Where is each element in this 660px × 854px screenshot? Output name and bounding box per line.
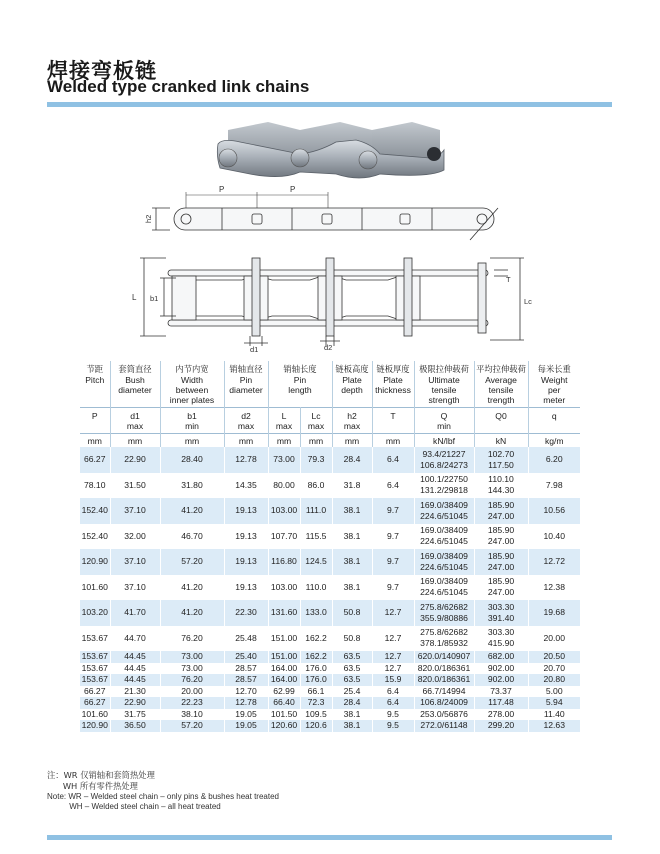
cell-b1: 20.00 [160, 686, 224, 698]
cell-q: 169.0/38409 224.6/51045 [414, 498, 474, 524]
cell-b1: 76.20 [160, 626, 224, 652]
col-average-strength-header: 平均拉伸载荷 Average tensile trength [474, 361, 528, 408]
cell-weight: 7.98 [545, 479, 563, 490]
cell-b1: 41.20 [160, 498, 224, 524]
sym-q: Q min [414, 408, 474, 434]
unit-q: kN/lbf [414, 434, 474, 448]
cell-weight: 19.68 [528, 600, 580, 626]
b1-label: b1 [150, 294, 159, 303]
cell-t: 9.5 [372, 709, 414, 721]
T-label: T [506, 275, 511, 284]
sym-weight: q [528, 408, 580, 434]
cell-lc: 176.0 [300, 674, 332, 686]
cell-h2: 31.8 [332, 473, 372, 499]
table-row [80, 663, 580, 675]
col-inner-width-header: 内节内宽 Width between inner plates [160, 361, 224, 408]
cell-h2: 38.1 [332, 524, 372, 550]
chain-photo [217, 122, 444, 178]
cell-lc: 110.0 [300, 575, 332, 601]
sym-p: P [80, 408, 110, 434]
cell-weight: 20.70 [543, 662, 565, 673]
cell-d1: 44.45 [110, 674, 160, 686]
cell-d2: 19.13 [224, 549, 268, 575]
cell-h2: 38.1 [332, 575, 372, 601]
cell-b1: 73.00 [160, 663, 224, 675]
cell-weight: 20.00 [543, 632, 565, 643]
cell-h2: 50.8 [332, 626, 372, 652]
cell-l: 101.50 [268, 709, 300, 721]
cell-d1: 44.70 [110, 626, 160, 652]
sym-lc: Lc max [300, 408, 332, 434]
table-row [80, 626, 580, 652]
note-en-wh: WH – Welded steel chain – all heat treated [47, 802, 221, 811]
table-row [80, 686, 580, 698]
footnotes [47, 770, 279, 812]
cell-lc: 79.3 [300, 447, 332, 473]
bottom-accent-bar [47, 835, 612, 840]
header-row-symbols [80, 408, 580, 434]
cell-q: 169.0/38409 224.6/51045 [414, 524, 474, 550]
cell-t: 12.7 [372, 626, 414, 652]
cell-t: 6.4 [372, 473, 414, 499]
cell-weight: 10.56 [528, 498, 580, 524]
cell-h2: 50.8 [332, 600, 372, 626]
cell-q0: 73.37 [474, 686, 528, 698]
cell-lc: 111.0 [300, 498, 332, 524]
cell-lc: 66.1 [300, 686, 332, 698]
cell-t: 6.4 [372, 686, 414, 698]
col-plate-thickness-header: 链板厚度 Plate thickness [372, 361, 414, 408]
table-row [80, 447, 580, 473]
cell-d1: 36.50 [110, 720, 160, 732]
header-row-units [80, 434, 580, 448]
cell-h2: 28.4 [332, 447, 372, 473]
L-label: L [132, 293, 137, 302]
cell-p: 153.67 [80, 651, 110, 663]
cell-d2: 19.13 [224, 498, 268, 524]
sym-b1: b1 min [160, 408, 224, 434]
unit-p: mm [80, 434, 110, 448]
cell-p: 101.60 [80, 575, 110, 601]
cell-h2: 63.5 [332, 663, 372, 675]
d2-label: d2 [324, 343, 333, 352]
cell-d1: 37.10 [110, 498, 160, 524]
unit-t: mm [372, 434, 414, 448]
cell-d1: 31.50 [110, 473, 160, 499]
unit-weight: kg/m [528, 434, 580, 448]
cell-d2: 22.30 [224, 600, 268, 626]
cell-b1: 41.20 [160, 575, 224, 601]
sym-t: T [372, 408, 414, 434]
cell-b1: 41.20 [160, 600, 224, 626]
cell-l: 62.99 [268, 686, 300, 698]
cell-q: 93.4/21227 106.8/24273 [414, 447, 474, 473]
cell-b1: 31.80 [160, 473, 224, 499]
chain-side-view [152, 208, 498, 240]
cell-p: 103.20 [80, 600, 110, 626]
cell-weight: 5.94 [528, 697, 580, 709]
cell-q: 66.7/14994 [414, 686, 474, 698]
cell-b1: 22.23 [160, 697, 224, 709]
cell-t: 9.7 [372, 575, 414, 601]
cell-d1: 37.10 [110, 575, 160, 601]
unit-d2: mm [224, 434, 268, 448]
cell-p: 78.10 [80, 473, 110, 499]
cell-t: 12.7 [372, 663, 414, 675]
cell-weight: 5.00 [545, 685, 563, 696]
cell-h2: 38.1 [332, 709, 372, 721]
cell-t: 6.4 [372, 697, 414, 709]
cell-b1: 57.20 [160, 549, 224, 575]
cell-d2: 25.40 [224, 651, 268, 663]
table-row [80, 575, 580, 601]
cell-lc: 86.0 [300, 473, 332, 499]
cell-l: 116.80 [268, 549, 300, 575]
cell-b1: 38.10 [160, 709, 224, 721]
unit-d1: mm [110, 434, 160, 448]
unit-b1: mm [160, 434, 224, 448]
cell-q0: 278.00 [474, 709, 528, 721]
top-accent-bar [47, 102, 612, 107]
cell-q: 169.0/38409 224.6/51045 [414, 549, 474, 575]
cell-weight: 10.40 [543, 530, 565, 541]
h2-label: h2 [144, 214, 153, 223]
cell-d2: 19.05 [224, 709, 268, 721]
header-row-names [80, 361, 580, 408]
col-pin-length-header: 销轴长度 Pin length [268, 361, 332, 408]
pitch-label-2: P [290, 185, 296, 194]
cell-h2: 38.1 [332, 498, 372, 524]
cell-p: 66.27 [80, 697, 110, 709]
cell-q0: 303.30 415.90 [474, 626, 528, 652]
cell-weight: 12.63 [528, 720, 580, 732]
cell-t: 6.4 [372, 447, 414, 473]
unit-l: mm [268, 434, 300, 448]
table-row [80, 651, 580, 663]
cell-p: 66.27 [80, 447, 110, 473]
cell-p: 152.40 [80, 498, 110, 524]
cell-q0: 117.48 [474, 697, 528, 709]
cell-q0: 902.00 [474, 663, 528, 675]
cell-l: 151.00 [268, 626, 300, 652]
col-bush-diameter-header: 套筒直径 Bush diameter [110, 361, 160, 408]
title-english: Welded type cranked link chains [47, 77, 310, 96]
cell-d2: 19.05 [224, 720, 268, 732]
cell-p: 120.90 [80, 720, 110, 732]
sym-q0: Q0 [474, 408, 528, 434]
cell-d1: 31.75 [110, 709, 160, 721]
Lc-label: Lc [524, 297, 532, 306]
cell-d2: 12.70 [224, 686, 268, 698]
cell-b1: 46.70 [160, 524, 224, 550]
cell-t: 15.9 [372, 674, 414, 686]
cell-p: 153.67 [80, 626, 110, 652]
cell-weight: 20.50 [528, 651, 580, 663]
cell-q0: 299.20 [474, 720, 528, 732]
pitch-dimensions [186, 192, 328, 208]
cell-q0: 185.90 247.00 [474, 575, 528, 601]
cell-q0: 303.30 391.40 [474, 600, 528, 626]
cell-q0: 185.90 247.00 [474, 498, 528, 524]
table-row [80, 697, 580, 709]
cell-b1: 76.20 [160, 674, 224, 686]
cell-lc: 176.0 [300, 663, 332, 675]
cell-t: 12.7 [372, 600, 414, 626]
sym-h2: h2 max [332, 408, 372, 434]
cell-h2: 63.5 [332, 651, 372, 663]
cell-q: 272.0/61148 [414, 720, 474, 732]
cell-t: 9.7 [372, 498, 414, 524]
cell-d1: 44.45 [110, 651, 160, 663]
unit-h2: mm [332, 434, 372, 448]
cell-d2: 14.35 [224, 473, 268, 499]
cell-p: 66.27 [80, 686, 110, 698]
col-weight-header: 每米长重 Weight per meter [537, 364, 571, 405]
col-plate-depth-header: 链板高度 Plate depth [332, 361, 372, 408]
cell-h2: 38.1 [332, 549, 372, 575]
cell-b1: 73.00 [160, 651, 224, 663]
table-row [80, 498, 580, 524]
col-pitch-header: 节距 Pitch [80, 361, 110, 408]
cell-d2: 12.78 [224, 697, 268, 709]
d1-label: d1 [250, 345, 259, 354]
cell-d1: 22.90 [110, 697, 160, 709]
cell-d2: 25.48 [224, 626, 268, 652]
cell-d1: 22.90 [110, 447, 160, 473]
cell-h2: 28.4 [332, 697, 372, 709]
chain-technical-drawing [0, 108, 660, 358]
unit-lc: mm [300, 434, 332, 448]
cell-q: 820.0/186361 [414, 674, 474, 686]
cell-l: 131.60 [268, 600, 300, 626]
cell-d1: 41.70 [110, 600, 160, 626]
table-row [80, 720, 580, 732]
cell-q0: 185.90 247.00 [474, 524, 528, 550]
cell-lc: 133.0 [300, 600, 332, 626]
cell-t: 9.5 [372, 720, 414, 732]
cell-lc: 162.2 [300, 626, 332, 652]
chain-plan-view [140, 258, 524, 346]
note-en-wr: Note: WR – Welded steel chain – only pins & bushes heat treated [47, 792, 279, 801]
cell-lc: 124.5 [300, 549, 332, 575]
cell-t: 9.7 [372, 524, 414, 550]
note-cn-wh: WH 所有零件热处理 [47, 781, 138, 791]
cell-h2: 63.5 [332, 674, 372, 686]
cell-q0: 682.00 [474, 651, 528, 663]
table-row [80, 674, 580, 686]
cell-l: 164.00 [268, 674, 300, 686]
cell-p: 152.40 [80, 524, 110, 550]
col-pin-diameter-header: 销轴直径 Pin diameter [224, 361, 268, 408]
table-row [80, 709, 580, 721]
cell-d2: 12.78 [224, 447, 268, 473]
cell-q: 820.0/186361 [414, 663, 474, 675]
sym-d1: d1 max [110, 408, 160, 434]
cell-lc: 72.3 [300, 697, 332, 709]
cell-q0: 185.90 247.00 [474, 549, 528, 575]
title-chinese: 焊接弯板链 [47, 59, 157, 83]
cell-d1: 21.30 [110, 686, 160, 698]
cell-l: 73.00 [268, 447, 300, 473]
cell-d1: 37.10 [110, 549, 160, 575]
cell-weight: 11.40 [543, 708, 565, 719]
unit-q0: kN [474, 434, 528, 448]
cell-l: 80.00 [268, 473, 300, 499]
cell-l: 66.40 [268, 697, 300, 709]
table-row [80, 549, 580, 575]
cell-t: 9.7 [372, 549, 414, 575]
cell-l: 107.70 [268, 524, 300, 550]
table-row [80, 524, 580, 550]
cell-l: 164.00 [268, 663, 300, 675]
cell-d1: 32.00 [110, 524, 160, 550]
cell-q: 620.0/140907 [414, 651, 474, 663]
cell-q: 253.0/56876 [414, 709, 474, 721]
cell-t: 12.7 [372, 651, 414, 663]
cell-b1: 28.40 [160, 447, 224, 473]
table-row [80, 600, 580, 626]
note-cn-wr: 注：WR 仅销轴和套筒热处理 [47, 770, 155, 780]
cell-q: 275.8/62682 355.9/80886 [414, 600, 474, 626]
cell-q: 275.8/62682 378.1/85932 [414, 626, 474, 652]
cell-lc: 162.2 [300, 651, 332, 663]
cell-q0: 102.70 117.50 [474, 447, 528, 473]
cell-l: 103.00 [268, 498, 300, 524]
chain-spec-table [80, 361, 580, 732]
cell-weight: 12.38 [543, 581, 565, 592]
cell-p: 153.67 [80, 674, 110, 686]
cell-d1: 44.45 [110, 663, 160, 675]
cell-l: 151.00 [268, 651, 300, 663]
cell-q: 106.8/24009 [414, 697, 474, 709]
cell-weight: 12.72 [528, 549, 580, 575]
cell-p: 101.60 [80, 709, 110, 721]
cell-weight: 6.20 [528, 447, 580, 473]
col-ultimate-strength-header: 极限拉伸载荷 Ultimate tensile strength [414, 361, 474, 408]
cell-q: 169.0/38409 224.6/51045 [414, 575, 474, 601]
cell-p: 120.90 [80, 549, 110, 575]
cell-lc: 115.5 [300, 524, 332, 550]
cell-l: 103.00 [268, 575, 300, 601]
cell-d2: 19.13 [224, 575, 268, 601]
cell-lc: 120.6 [300, 720, 332, 732]
cell-d2: 28.57 [224, 674, 268, 686]
sym-l: L max [268, 408, 300, 434]
table-row [80, 473, 580, 499]
cell-q0: 110.10 144.30 [474, 473, 528, 499]
cell-d2: 28.57 [224, 663, 268, 675]
cell-h2: 25.4 [332, 686, 372, 698]
cell-q0: 902.00 [474, 674, 528, 686]
cell-b1: 57.20 [160, 720, 224, 732]
cell-weight: 20.80 [528, 674, 580, 686]
cell-l: 120.60 [268, 720, 300, 732]
pitch-label-1: P [219, 185, 225, 194]
cell-h2: 38.1 [332, 720, 372, 732]
cell-d2: 19.13 [224, 524, 268, 550]
cell-q: 100.1/22750 131.2/29818 [414, 473, 474, 499]
cell-lc: 109.5 [300, 709, 332, 721]
cell-p: 153.67 [80, 663, 110, 675]
sym-d2: d2 max [224, 408, 268, 434]
